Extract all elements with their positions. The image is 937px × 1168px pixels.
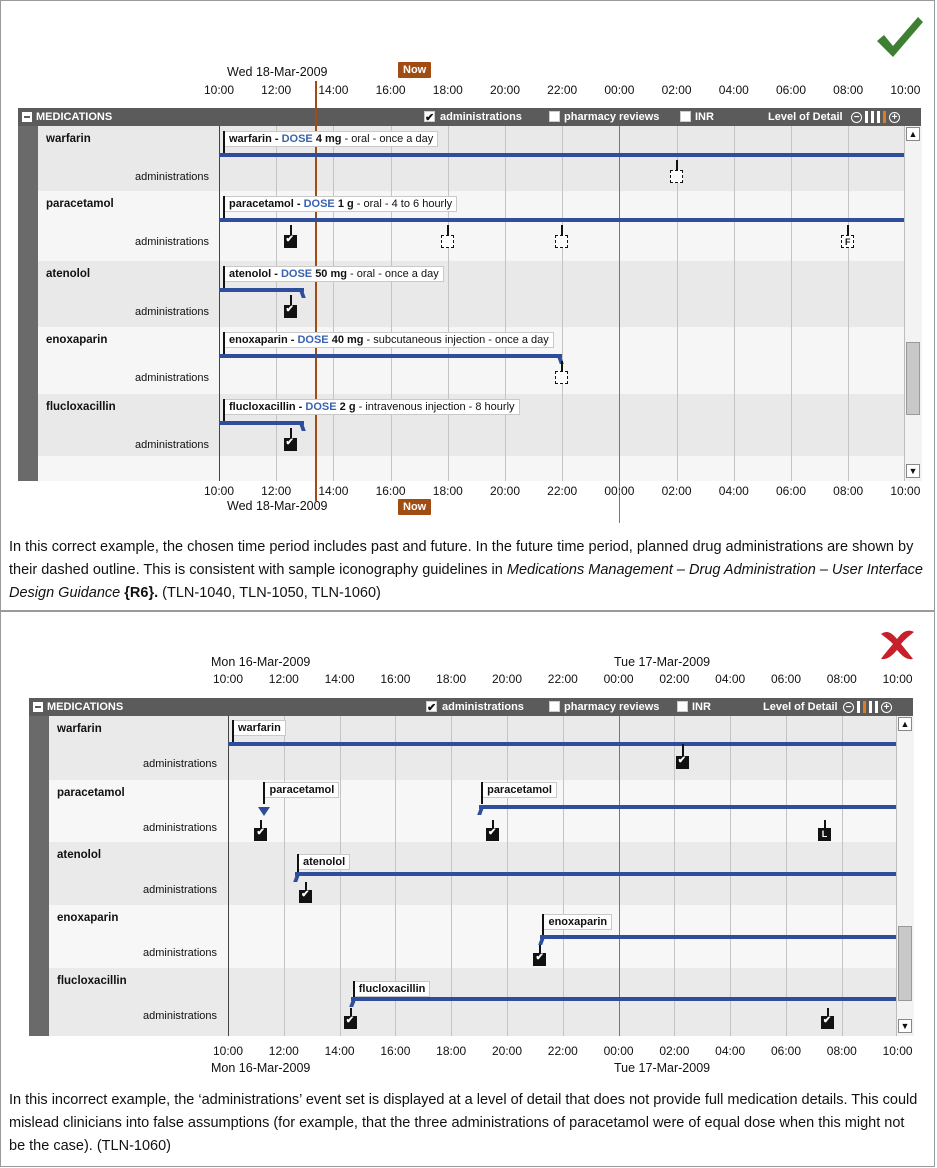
tick-label: 08:00 [826,1044,857,1058]
route-frequency: - intravenous injection - 8 hourly [355,401,515,413]
scroll-up-button[interactable]: ▲ [898,717,912,731]
dose-value: 2 g [339,401,356,413]
planned-administration[interactable] [555,371,568,384]
grid-line [848,126,849,481]
grid-line [791,126,792,481]
medication-name: enoxaparin [57,912,119,924]
tick-label: 04:00 [718,83,749,97]
completed-administration[interactable] [284,235,297,248]
tick-label: 02:00 [661,83,692,97]
tick-label: 12:00 [261,83,292,97]
tick-label: 20:00 [491,1044,523,1058]
tick-label: 10:00 [890,484,921,498]
incorrect-example-panel [0,611,935,1167]
dose-value: 1 g [337,198,354,210]
midnight-line [619,716,620,1036]
medication-name: atenolol [46,268,91,280]
tick-label: 06:00 [770,1044,802,1058]
tick-label: 16:00 [375,484,406,498]
row-band [38,456,904,481]
medication-name: atenolol [57,849,102,861]
administrations-label: administrations [143,822,217,834]
vertical-scrollbar[interactable] [904,126,922,481]
scroll-thumb[interactable] [906,342,920,415]
tick-label: 12:00 [268,672,299,686]
planned-administration[interactable] [670,170,683,183]
dose-value: 40 mg [331,334,364,346]
zoom-in-icon[interactable]: + [881,702,892,713]
completed-administration[interactable] [818,828,831,841]
tick-label: 02:00 [661,484,692,498]
administrations-label: administrations [135,171,209,183]
zoom-out-icon[interactable]: − [843,702,854,713]
medication-name: flucloxacillin [57,975,127,987]
lod-level-2[interactable] [871,111,874,123]
inr-checkbox[interactable] [680,111,691,122]
medication-name: flucloxacillin [46,401,116,413]
tick-label: 14:00 [324,1044,355,1058]
tick-label: 12:00 [268,1044,299,1058]
tick-label: 06:00 [770,672,802,686]
pharmacy-reviews-label: pharmacy reviews [564,111,660,123]
medication-label[interactable] [224,332,554,348]
dose-bar[interactable] [351,997,896,1001]
lod-level-4[interactable] [875,701,878,713]
level-of-detail-label: Level of Detail [763,701,838,713]
administration-letter: L [821,829,828,839]
dose-arrow-icon [258,807,270,816]
tick-label: 08:00 [826,672,857,686]
tick-label: 22:00 [547,484,578,498]
tick-label: 08:00 [833,83,864,97]
medication-name: enoxaparin [46,334,108,346]
tick-label: 00:00 [603,672,634,686]
dose-bar[interactable] [219,218,904,222]
dose-bar[interactable] [219,421,304,425]
medication-label[interactable]: atenolol [298,854,350,870]
tick-label: 16:00 [380,672,411,686]
tick-label: 20:00 [489,83,521,97]
now-marker-bottom: Now [398,499,431,515]
inr-checkbox[interactable] [677,701,688,712]
tick-label: 00:00 [603,1044,634,1058]
tick-label: 00:00 [604,83,635,97]
tick-label: 20:00 [491,672,523,686]
top-date-label: Wed 18-Mar-2009 [227,65,328,79]
grid-line [451,716,452,1036]
inr-label: INR [695,111,714,123]
route-frequency: - oral - once a day [346,268,439,280]
collapse-icon[interactable] [22,112,32,122]
medication-name: paracetamol [46,198,114,210]
bottom-right-date-label: Tue 17-Mar-2009 [614,1061,711,1075]
axis-line [228,716,229,1036]
tick-label: 18:00 [436,1044,467,1058]
scroll-down-button[interactable]: ▼ [898,1019,912,1033]
lod-level-1[interactable] [865,111,868,123]
administrations-checkbox[interactable] [424,111,435,122]
dose-keyword: DOSE [281,133,316,145]
drug-name: atenolol - [229,268,281,280]
route-frequency: - subcutaneous injection - once a day [363,334,549,346]
correct-example-caption: In this correct example, the chosen time period includes past and future. In the future time period, planned drug administrations are shown by their dashed outline. This is consistent with sample iconography guidelines in Medications Management – Drug Administration – User Interface Design Guidance {R6}. (TLN-1040, TLN-1050, TLN-1060) [9,539,923,601]
medications-title: MEDICATIONS [36,111,113,123]
tick-label: 14:00 [318,484,349,498]
tick-label: 10:00 [882,1044,913,1058]
grid-line [340,716,341,1036]
grid-line [333,126,334,481]
tick-label: 08:00 [833,484,864,498]
scroll-thumb[interactable] [898,926,912,1001]
pharmacy-reviews-checkbox[interactable] [549,111,560,122]
administrations-label: administrations [143,947,217,959]
tick-label: 04:00 [718,484,749,498]
administration-letter: F [844,237,851,247]
dose-bar[interactable] [228,742,896,746]
tick-label: 04:00 [715,1044,746,1058]
completed-administration[interactable] [533,953,546,966]
medication-label[interactable] [224,399,520,415]
administrations-label: administrations [135,372,209,384]
top-left-date-label: Mon 16-Mar-2009 [211,655,311,669]
medication-label[interactable]: paracetamol [482,782,557,798]
tick-label: 10:00 [203,484,235,498]
lod-level-2[interactable] [863,701,866,713]
administrations-label: administrations [143,758,217,770]
administrations-label: administrations [135,439,209,451]
grid-line [734,126,735,481]
dose-keyword: DOSE [297,334,332,346]
admin-stem [824,820,826,828]
tick-label: 22:00 [547,1044,578,1058]
row-band [38,191,904,261]
planned-administration[interactable] [555,235,568,248]
drug-name: warfarin - [229,133,282,145]
grid-line [507,716,508,1036]
grid-line [505,126,506,481]
dose-keyword: DOSE [305,401,340,413]
tick-label: 18:00 [432,83,463,97]
dose-bar[interactable] [479,805,896,809]
inr-label: INR [692,701,711,713]
collapse-icon[interactable] [33,702,43,712]
dose-bar[interactable] [540,935,896,939]
planned-administration[interactable] [841,235,854,248]
completed-administration[interactable] [284,305,297,318]
tick-label: 10:00 [212,672,244,686]
tick-label: 18:00 [432,484,463,498]
tick-label: 10:00 [882,672,913,686]
tick-label: 20:00 [489,484,521,498]
dose-bar[interactable] [219,288,304,292]
completed-administration[interactable] [299,890,312,903]
dose-bar[interactable] [219,153,904,157]
completed-administration[interactable] [284,438,297,451]
administrations-label: administrations [143,1010,217,1022]
tick-label: 12:00 [261,484,292,498]
medications-header [18,108,921,126]
grid-line [786,716,787,1036]
drug-name: paracetamol - [229,198,304,210]
dose-value: 50 mg [315,268,347,280]
row-band [49,716,896,780]
completed-administration[interactable] [254,828,267,841]
completed-administration[interactable] [676,756,689,769]
tick-label: 02:00 [659,1044,690,1058]
tick-label: 10:00 [212,1044,244,1058]
grid-line [391,126,392,481]
lod-level-1[interactable] [857,701,860,713]
medication-name: paracetamol [57,787,125,799]
level-of-detail-label: Level of Detail [768,111,843,123]
tick-label: 16:00 [380,1044,411,1058]
scroll-up-button[interactable]: ▲ [906,127,920,141]
administrations-label: administrations [135,236,209,248]
grid-line [276,126,277,481]
medication-name: warfarin [46,133,91,145]
dose-keyword: DOSE [280,268,316,280]
completed-administration[interactable] [344,1016,357,1029]
grid-line [448,126,449,481]
grid-line [730,716,731,1036]
lod-level-3[interactable] [869,701,872,713]
medications-title: MEDICATIONS [47,701,124,713]
tick-label: 18:00 [436,672,467,686]
planned-administration[interactable] [441,235,454,248]
medication-label[interactable] [224,266,444,282]
top-right-date-label: Tue 17-Mar-2009 [614,655,711,669]
tick-label: 06:00 [775,484,807,498]
tick-label: 04:00 [715,672,746,686]
medication-label[interactable]: enoxaparin [543,914,612,930]
administrations-filter-label: administrations [442,701,524,713]
medication-name: warfarin [57,723,102,735]
tick-label: 02:00 [659,672,690,686]
tick-label: 00:00 [604,484,635,498]
dose-value: 4 mg [315,133,342,145]
tick-label: 14:00 [324,672,355,686]
green-check-icon [874,13,924,61]
medication-label[interactable] [224,196,457,212]
medication-label[interactable] [224,131,438,147]
route-frequency: - oral - once a day [341,133,434,145]
tick-label: 10:00 [890,83,921,97]
axis-line [219,126,220,481]
lod-level-3[interactable] [877,111,880,123]
medication-label[interactable]: flucloxacillin [354,981,431,997]
level-of-detail-control[interactable] [851,111,900,123]
tick-label: 10:00 [203,83,235,97]
grid-line [284,716,285,1036]
red-cross-icon [877,626,917,662]
incorrect-example-caption: In this incorrect example, the ‘administrations’ event set is displayed at a level of detail that does not provide full medication details. This could mislead clinicians into false assumptions (for example, that the three administrations of paracetamol were of equal dose when this might not be the case). (TLN-1060) [9,1092,918,1154]
pharmacy-reviews-label: pharmacy reviews [564,701,660,713]
midnight-line [619,126,620,523]
tick-label: 22:00 [547,83,578,97]
pharmacy-reviews-checkbox[interactable] [549,701,560,712]
tick-label: 14:00 [318,83,349,97]
level-of-detail-control[interactable] [843,701,892,713]
bottom-date-label: Wed 18-Mar-2009 [227,499,328,513]
tick-label: 16:00 [375,83,406,97]
scroll-down-button[interactable]: ▼ [906,464,920,478]
dose-keyword: DOSE [303,198,338,210]
route-frequency: - oral - 4 to 6 hourly [353,198,453,210]
zoom-out-icon[interactable]: − [851,112,862,123]
now-marker-top: Now [398,62,431,78]
lod-level-4[interactable] [883,111,886,123]
dose-bar[interactable] [295,872,896,876]
completed-administration[interactable] [486,828,499,841]
grid-line [562,126,563,481]
row-band [49,968,896,1036]
administrations-label: administrations [135,306,209,318]
completed-administration[interactable] [821,1016,834,1029]
administrations-label: administrations [143,884,217,896]
vertical-scrollbar[interactable] [896,716,914,1036]
tick-label: 06:00 [775,83,807,97]
caption-reference: Medications Management – Drug Administration – User Interface Design Guidance [9,562,923,601]
zoom-in-icon[interactable]: + [889,112,900,123]
medication-label[interactable]: warfarin [233,720,286,736]
bottom-left-date-label: Mon 16-Mar-2009 [211,1061,311,1075]
grid-line [842,716,843,1036]
drug-name: enoxaparin - [229,334,298,346]
dose-bar[interactable] [219,354,562,358]
medication-label[interactable]: paracetamol [264,782,339,798]
administrations-checkbox[interactable] [426,701,437,712]
medications-header [29,698,913,716]
administrations-filter-label: administrations [440,111,522,123]
drug-name: flucloxacillin - [229,401,306,413]
grid-line [563,716,564,1036]
tick-label: 22:00 [547,672,578,686]
